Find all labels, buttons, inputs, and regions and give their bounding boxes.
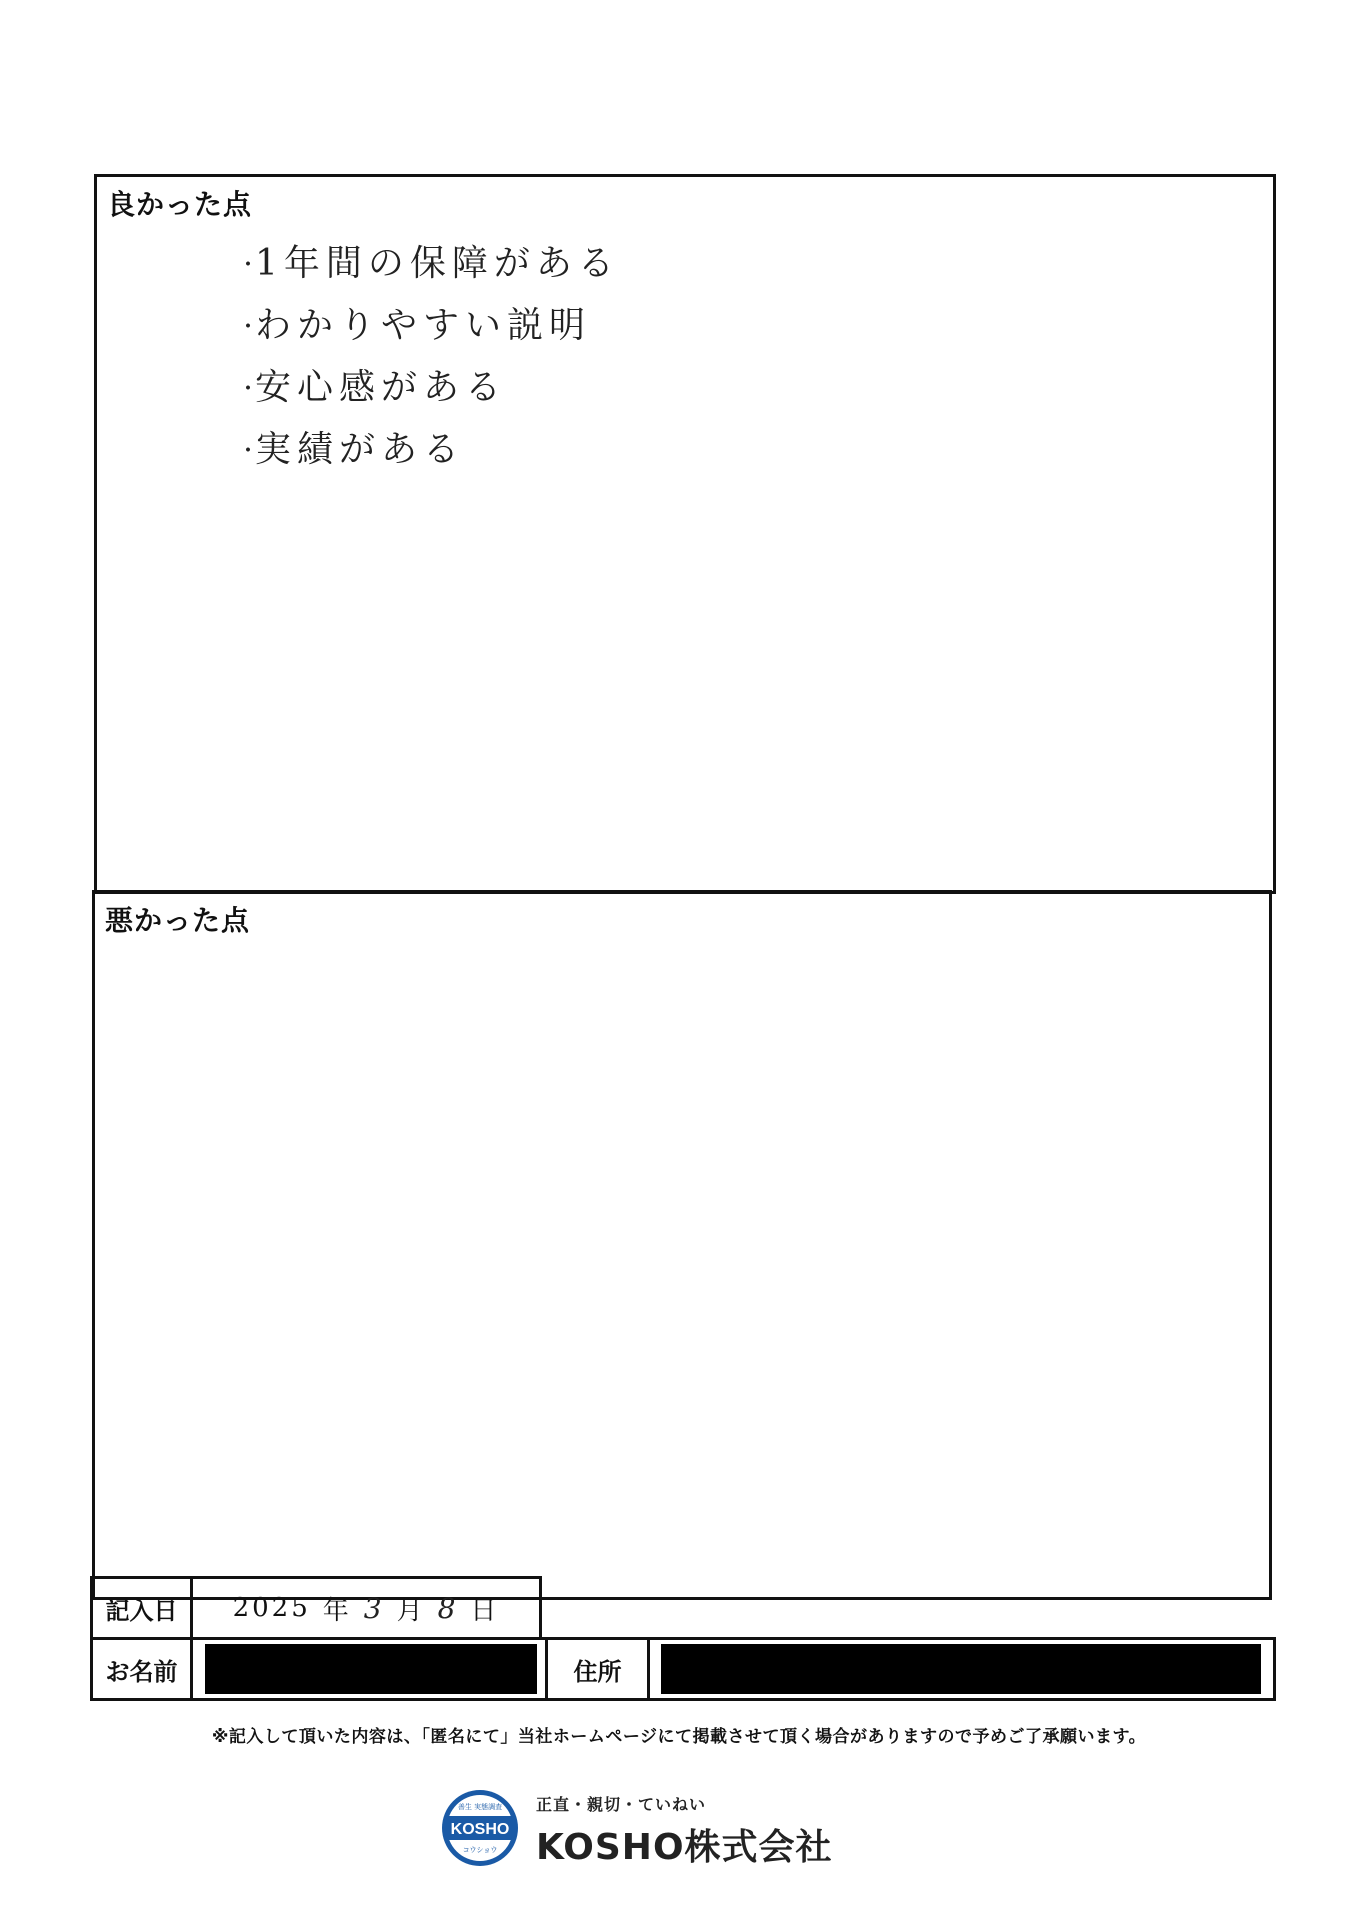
- good-points-label: 良かった点: [107, 188, 253, 221]
- address-redacted: [661, 1644, 1261, 1694]
- company-name: KOSHO株式会社: [536, 1827, 833, 1868]
- entry-date-row: [90, 1576, 542, 1640]
- date-year: 2025: [232, 1593, 311, 1623]
- svg-text:善生 実態調査: 善生 実態調査: [457, 1803, 503, 1811]
- bad-points-section: [92, 890, 1272, 1600]
- good-point-item: ・実績がある: [237, 429, 466, 470]
- svg-text:コウショウ: コウショウ: [462, 1846, 498, 1854]
- company-footer: [440, 1788, 940, 1878]
- good-points-list: [237, 233, 620, 481]
- company-text: [536, 1792, 833, 1870]
- entry-date-label: 記入日: [93, 1579, 193, 1637]
- date-month: 3: [363, 1591, 385, 1625]
- address-label: 住所: [548, 1640, 650, 1698]
- date-day-unit: 日: [470, 1595, 500, 1626]
- good-point-item: ・わかりやすい説明: [237, 305, 592, 346]
- good-point-item: ・安心感がある: [237, 367, 508, 408]
- svg-text:KOSHO: KOSHO: [450, 1821, 510, 1838]
- entry-date-value: [193, 1579, 539, 1637]
- kosho-logo-icon: [440, 1788, 520, 1868]
- date-month-unit: 月: [396, 1595, 426, 1626]
- name-redacted: [205, 1644, 537, 1694]
- company-tagline: 正直・親切・ていねい: [536, 1795, 707, 1814]
- bad-points-label: 悪かった点: [105, 904, 251, 937]
- good-points-section: [94, 174, 1276, 894]
- date-day: 8: [437, 1591, 459, 1625]
- good-point-item: ・1年間の保障がある: [237, 243, 620, 284]
- date-year-unit: 年: [322, 1595, 352, 1626]
- name-address-row: [90, 1637, 1276, 1701]
- disclaimer-note: ※記入して頂いた内容は、「匿名にて」当社ホームページにて掲載させて頂く場合がありますので予めご了承願います。: [211, 1727, 1147, 1747]
- feedback-form: [90, 174, 1276, 1704]
- name-label: お名前: [93, 1640, 193, 1698]
